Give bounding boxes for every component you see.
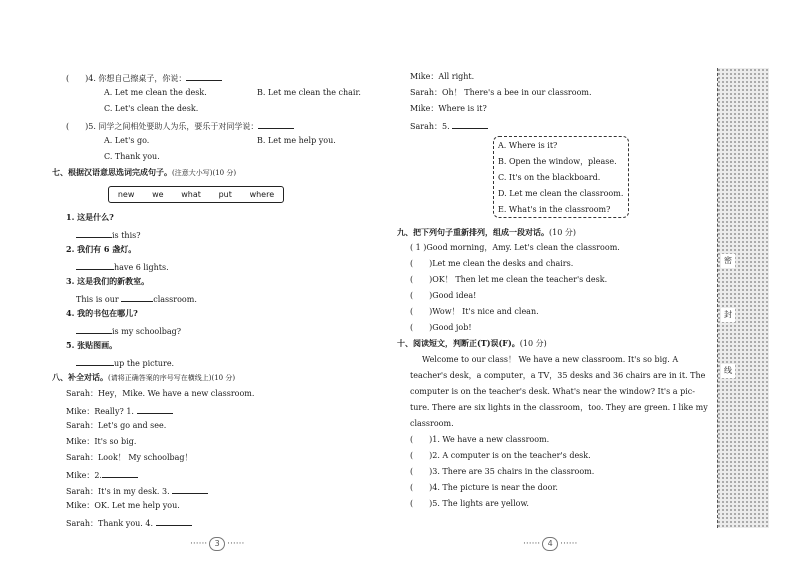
cut-line (717, 68, 719, 528)
s7-item-1-cn: 1. 这是什么? (66, 212, 114, 222)
s7-item-5-cn: 5. 张贴图画。 (66, 340, 118, 350)
answer-option: C. It's on the blackboard. (498, 173, 601, 182)
passage-line: computer is on the teacher's desk. What's near the window? It's a pic- (410, 387, 695, 396)
q4-option-b: B. Let me clean the chair. (257, 88, 361, 97)
s10-item: ( )5. The lights are yellow. (410, 499, 529, 508)
section-10-title: 十、阅读短文，判断正(T)误(F)。(10 分) (397, 338, 547, 348)
q5-option-b: B. Let me help you. (257, 136, 336, 145)
passage-line: Welcome to our class！ We have a new classroom. It's so big. A (422, 355, 679, 364)
word-bank-item: put (218, 190, 232, 199)
word-bank-item: what (181, 190, 201, 199)
section-7-title: 七、根据汉语意思选词完成句子。(注意大小写)(10 分) (52, 167, 237, 177)
answer-option: A. Where is it? (498, 141, 558, 150)
s7-item-5-en: up the picture. (76, 356, 174, 369)
s8-line: Sarah：It's in my desk. 3. (66, 484, 208, 497)
s8-line: Mike：It's so big. (66, 437, 137, 446)
s9-line: ( )Let me clean the desks and chairs. (410, 259, 574, 268)
s10-item: ( )2. A computer is on the teacher's desk. (410, 451, 591, 460)
dialog-line: Mike：Where is it? (410, 104, 487, 113)
s7-item-1-en: is this? (76, 228, 141, 241)
s8-line: Mike：2. (66, 468, 138, 481)
word-bank-item: new (117, 190, 135, 199)
q4-stem: ( )4. 你想自己擦桌子，你说： (66, 71, 222, 84)
passage-line: teacher's desk，a computer，a TV，35 desks and 36 chairs are in it. The (410, 371, 706, 380)
s7-item-2-cn: 2. 我们有 6 盏灯。 (66, 244, 137, 254)
q4-option-c: C. Let's clean the desk. (104, 104, 199, 113)
dialog-line: Sarah：5. (410, 119, 488, 132)
page-number-left: ······ 3 ······ (190, 539, 245, 549)
answer-option: B. Open the window，please. (498, 157, 617, 166)
word-bank (108, 186, 284, 203)
seal-label: 线 (721, 364, 735, 378)
seal-line-margin (717, 68, 769, 528)
s9-line: ( )Good job! (410, 323, 472, 332)
s7-item-3-cn: 3. 这是我们的新教室。 (66, 276, 150, 286)
s9-line: ( )Wow！ It's nice and clean. (410, 307, 539, 316)
q5-stem: ( )5. 同学之间相处要助人为乐，要乐于对同学说： (66, 119, 294, 132)
q5-option-a: A. Let's go. (104, 136, 150, 145)
s9-line: ( )OK！ Then let me clean the teacher's desk. (410, 275, 608, 284)
s10-item: ( )3. There are 35 chairs in the classroom. (410, 467, 595, 476)
s8-line: Mike：Really? 1. (66, 404, 173, 417)
word-bank-item: we (152, 190, 164, 199)
q4-option-a: A. Let me clean the desk. (104, 88, 207, 97)
passage-line: classroom. (410, 419, 454, 428)
s10-item: ( )1. We have a new classroom. (410, 435, 550, 444)
word-bank-item: where (249, 190, 275, 199)
s8-line: Sarah：Hey，Mike. We have a new classroom. (66, 389, 255, 398)
dialog-line: Mike：All right. (410, 72, 475, 81)
section-8-title: 八、补全对话。(请将正确答案的序号写在横线上)(10 分) (52, 372, 236, 382)
answer-option: E. What's in the classroom? (498, 205, 611, 214)
seal-label: 密 (721, 254, 735, 268)
dialog-line: Sarah：Oh！ There's a bee in our classroom. (410, 88, 592, 97)
s8-line: Sarah：Let's go and see. (66, 421, 167, 430)
page-number-right: ······ 4 ······ (523, 539, 578, 549)
s10-item: ( )4. The picture is near the door. (410, 483, 558, 492)
s8-line: Sarah：Thank you. 4. (66, 516, 192, 529)
s7-item-2-en: have 6 lights. (76, 260, 169, 273)
s9-line: ( 1 )Good morning，Amy. Let's clean the classroom. (410, 243, 620, 252)
s9-line: ( )Good idea! (410, 291, 477, 300)
s7-item-4-en: is my schoolbag? (76, 324, 181, 337)
answer-option: D. Let me clean the classroom. (498, 189, 624, 198)
s8-line: Sarah：Look！ My schoolbag！ (66, 453, 193, 462)
q5-option-c: C. Thank you. (104, 152, 160, 161)
s8-line: Mike：OK. Let me help you. (66, 501, 180, 510)
section-9-title: 九、把下列句子重新排列，组成一段对话。(10 分) (397, 227, 576, 237)
s7-item-4-cn: 4. 我的书包在哪儿? (66, 308, 138, 318)
seal-label: 封 (721, 308, 735, 322)
passage-line: ture. There are six lights in the classroom，too. They are green. I like my (410, 403, 708, 412)
s7-item-3-en: This is our classroom. (76, 292, 197, 305)
